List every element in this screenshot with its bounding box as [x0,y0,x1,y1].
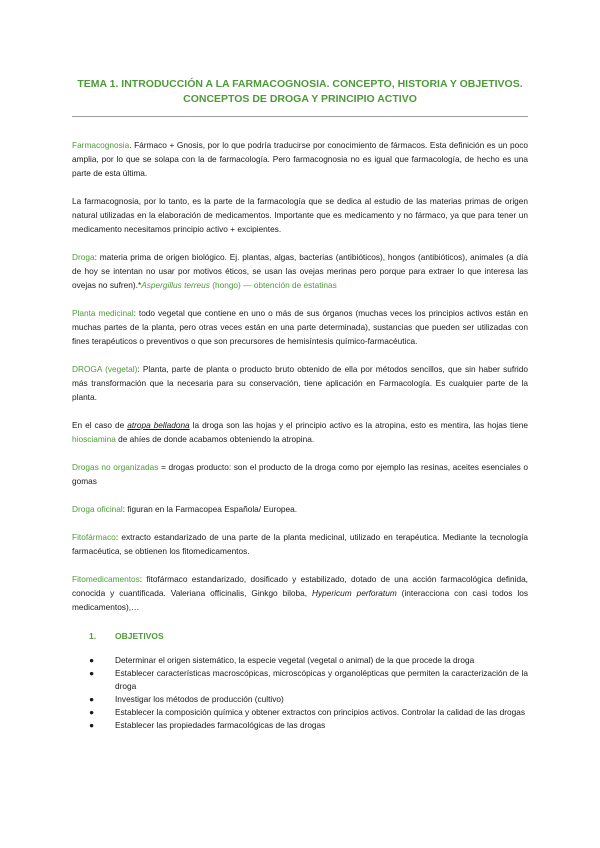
list-item [89,654,528,667]
species-name: Aspergillus terreus [141,280,210,290]
term-farmacognosia: Farmacognosia [72,140,130,150]
paragraph-text: : Planta, parte de planta o producto bruto obtenido de ella por métodos sencillos, que sin haber sufrido más transformación que la necesaria para su conservación, tiene aplicación en Farmacología. Es cualquier parte de la planta. [72,364,528,402]
paragraph-text: : materia prima de origen biológico. Ej. plantas, algas, bacterias (antibióticos), hongos (antibióticos), animales (a día de hoy se intentan no usar por motivos éticos, se usan las ovejas merinas pero porque para extraer lo que interesa las ovejas no sufren).* [72,252,528,290]
term-droga: Droga [72,252,95,262]
list-item [89,719,528,732]
paragraph-droga-oficinal [72,502,528,516]
document-title [72,0,528,107]
list-item-text: Determinar el origen sistemático, la especie vegetal (vegetal o animal) de la que procede la droga [115,655,475,665]
section-heading-objetivos [89,629,528,643]
list-item [89,667,528,693]
paragraph-planta-medicinal [72,306,528,348]
term-droga-vegetal: DROGA (vegetal) [72,364,138,374]
title-line-1: TEMA 1. INTRODUCCIÓN A LA FARMACOGNOSIA. CONCEPTO, HISTORIA Y OBJETIVOS. [77,78,523,90]
term-drogas-no-organizadas: Drogas no organizadas [72,462,159,472]
list-item-text: Establecer las propiedades farmacológicas de las drogas [115,720,326,730]
paragraph-text: . Fármaco + Gnosis, por lo que podría traducirse por conocimiento de fármacos. Esta definición es un poco amplia, por lo que se solapa con la de farmacología. Pero farmacognosia no es igual que farmacología, de hecho es una parte de esta última. [72,140,528,178]
list-item-text: Establecer características macroscópicas, microscópicas y organolépticas que permiten la caracterización de la droga [115,668,528,691]
list-item [89,706,528,719]
term-droga-oficinal: Droga oficinal [72,504,123,514]
paragraph-text: La farmacognosia, por lo tanto, es la parte de la farmacología que se dedica al estudio de las materias primas de origen natural utilizadas en la elaboración de medicamentos. Importante que es medicamento y no fármaco, ya que para tener un medicamento necesitamos principio activo + excipientes. [72,196,528,234]
term-planta-medicinal: Planta medicinal [72,308,134,318]
list-item-text: Investigar los métodos de producción (cultivo) [115,694,284,704]
paragraph-droga-vegetal [72,362,528,404]
list-item-text: Establecer la composición química y obtener extractos con principios activos. Controlar la calidad de las drogas [115,707,525,717]
section-title: OBJETIVOS [115,631,164,641]
species-name: Hypericum perforatum [312,588,397,598]
title-divider [72,116,528,117]
paragraph-text: (interacciona con casi todos los medicamentos),… [72,588,528,612]
paragraph-atropa [72,418,528,446]
objectives-list [72,654,528,732]
paragraph-text: la droga son las hojas y el principio activo es la atropina, esto es mentira, las hojas tiene [189,420,528,430]
bullet-icon: ● [89,707,95,717]
paragraph-text: En el caso de [72,420,128,430]
section-number: 1. [89,631,97,641]
bullet-icon: ● [89,668,95,678]
term-fitofarmaco: Fitofármaco [72,532,116,542]
bullet-icon: ● [89,694,95,704]
paragraph-farmacognosia [72,138,528,180]
paragraph-text: = drogas producto: son el producto de la droga como por ejemplo las resinas, aceites esenciales o gomas [72,462,528,486]
term-hiosciamina: hiosciamina [72,434,116,444]
paragraph-text: de ahíes de donde acabamos obteniendo la atropina. [115,434,315,444]
paragraph-fitofarmaco [72,530,528,558]
paragraph-text: : figuran en la Farmacopea Española/ Europea. [122,504,298,514]
paragraph-text: : todo vegetal que contiene en uno o más de sus órganos (muchas veces los principios activos están en muchas partes de la planta, pero otras veces están en una parte determinada), sustancias que pueden ser utilizadas con fines terapéuticos o preventivos o que son precursores de hemisíntesis químico-farmacéutica. [72,308,528,346]
bullet-icon: ● [89,655,95,665]
bullet-icon: ● [89,720,95,730]
paragraph-definition [72,194,528,236]
paragraph-text: : fitofármaco estandarizado, dosificado y estabilizado, dotado de una acción farmacológica definida, conocida y cuantificada. Valeriana officinalis, Ginkgo biloba, [72,574,528,598]
species-name: atropa belladona [127,420,190,430]
paragraph-fitomedicamentos [72,572,528,614]
paragraph-droga [72,250,528,292]
term-fitomedicamentos: Fitomedicamentos [72,574,140,584]
list-item [89,693,528,706]
paragraph-text: : extracto estandarizado de una parte de la planta medicinal, utilizado en terapéutica. Mediante la tecnología farmacéutica, se obtienen los fitomedicamentos. [72,532,528,556]
title-line-2: CONCEPTOS DE DROGA Y PRINCIPIO ACTIVO [183,93,417,105]
species-note: (hongo) — obtención de estatinas [209,280,337,290]
paragraph-drogas-no-organizadas [72,460,528,488]
